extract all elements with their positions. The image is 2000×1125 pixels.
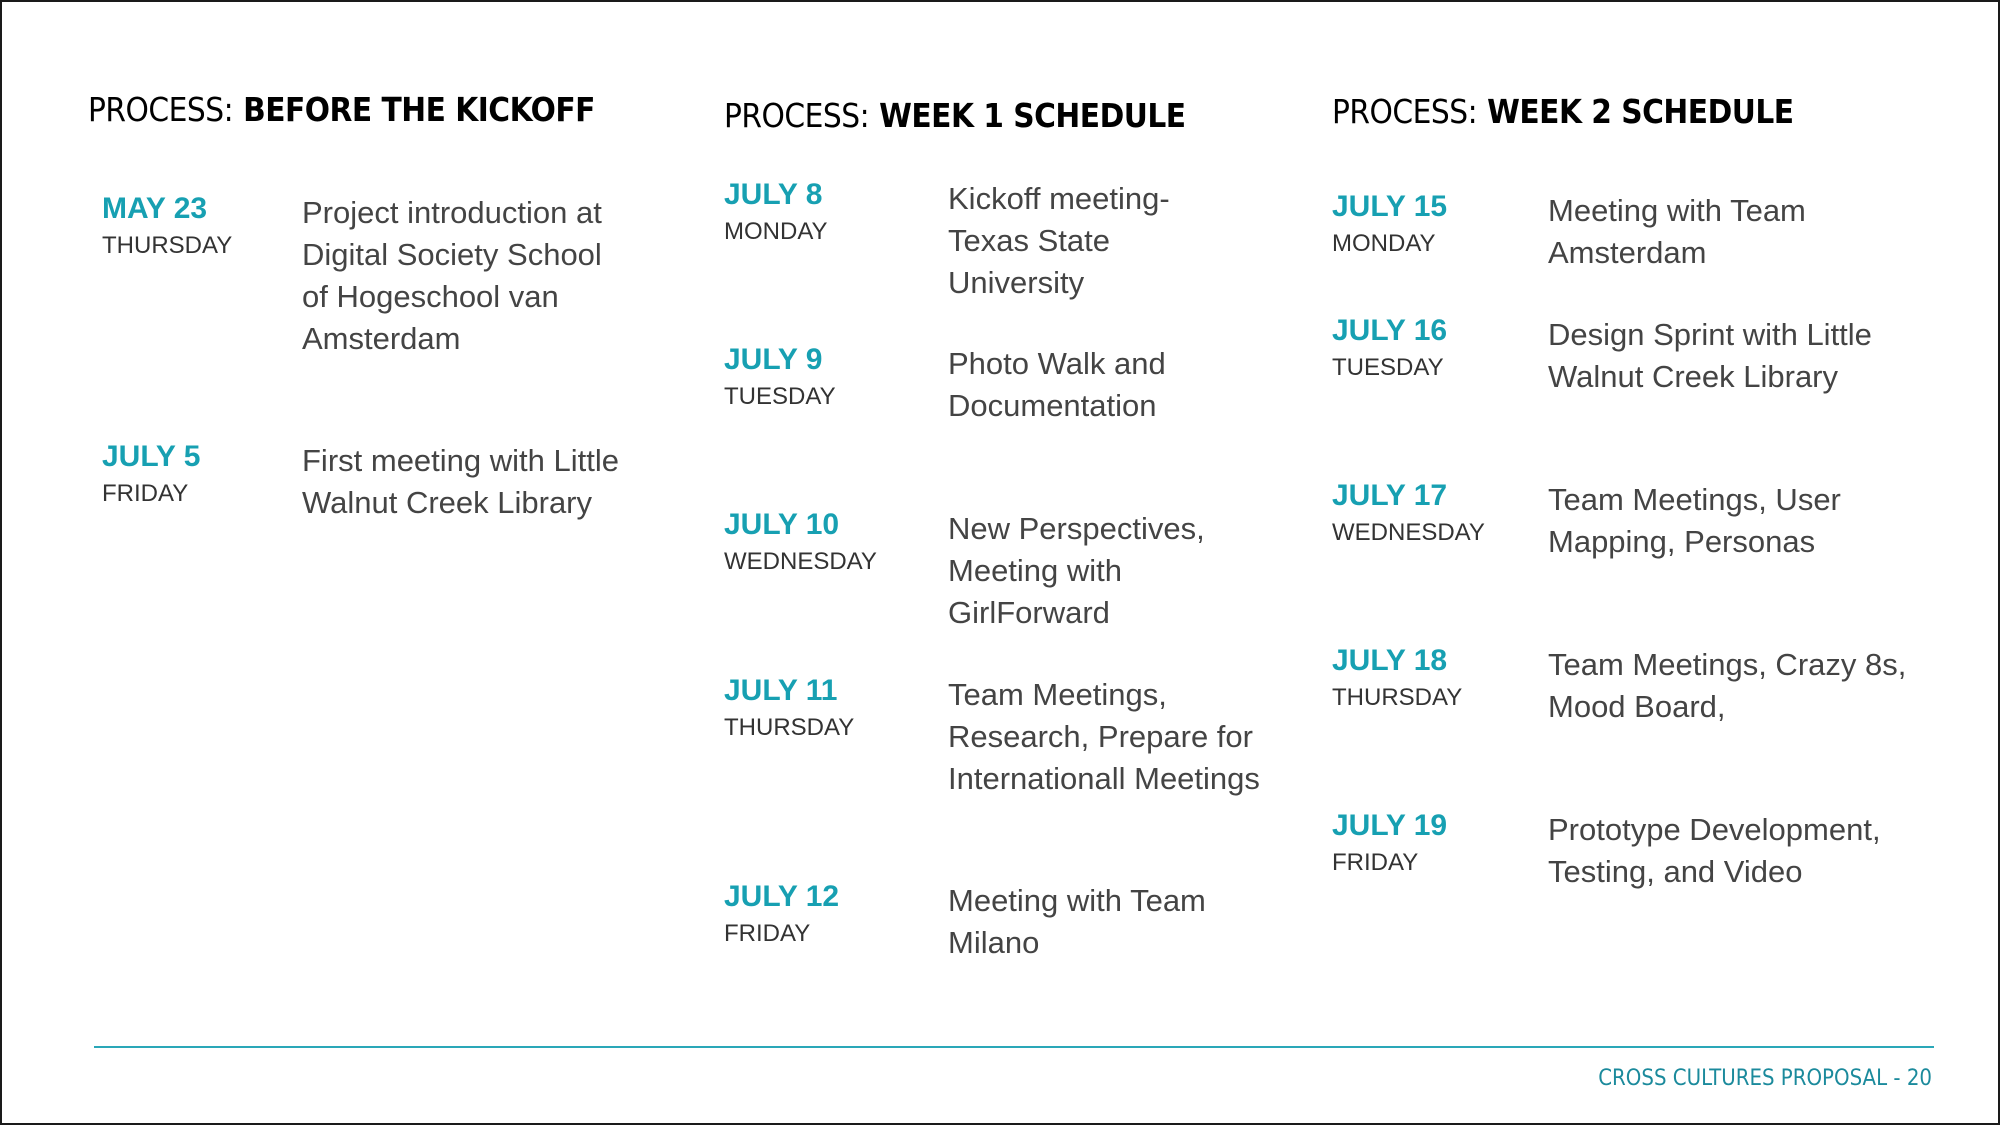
entry-weekday: THURSDAY [102, 232, 233, 259]
entry-weekday: TUESDAY [1332, 354, 1444, 381]
column-title-strong: WEEK 1 SCHEDULE [879, 96, 1186, 135]
entry-description: Meeting with Team Amsterdam [1548, 193, 1806, 270]
entry-date: JULY 15 [1332, 190, 1448, 223]
entry-description: Kickoff meeting- Texas State University [948, 181, 1170, 300]
entry-weekday: MONDAY [1332, 230, 1436, 257]
entry-weekday: FRIDAY [102, 480, 189, 507]
entry-description: Prototype Development, Testing, and Video [1548, 812, 1881, 889]
column-title [724, 96, 1186, 135]
entry-date: JULY 10 [724, 508, 840, 541]
entry-date: MAY 23 [102, 192, 208, 225]
entry-date: JULY 12 [724, 880, 840, 913]
column-title-prefix: PROCESS: [88, 90, 234, 129]
entry-date: JULY 18 [1332, 644, 1448, 677]
column-title-prefix: PROCESS: [1332, 92, 1478, 131]
entry-description: Team Meetings, Crazy 8s, Mood Board, [1548, 647, 1907, 724]
column-before-kickoff [88, 90, 648, 590]
entry-date: JULY 5 [102, 440, 201, 473]
entry-weekday: WEDNESDAY [1332, 519, 1485, 546]
entry-weekday: THURSDAY [724, 714, 855, 741]
entry-description: Team Meetings, Research, Prepare for Internationall Meetings [948, 677, 1260, 796]
column-title-strong: BEFORE THE KICKOFF [243, 90, 595, 129]
entry-date: JULY 16 [1332, 314, 1448, 347]
entry-weekday: WEDNESDAY [724, 548, 877, 575]
entry-weekday: TUESDAY [724, 383, 836, 410]
footer-label: CROSS CULTURES PROPOSAL - 20 [1598, 1066, 1932, 1091]
entry-description: First meeting with Little Walnut Creek Library [302, 443, 619, 520]
entry-date: JULY 19 [1332, 809, 1448, 842]
column-week-1 [724, 96, 1284, 966]
footer-divider [94, 1046, 1934, 1048]
column-title-strong: WEEK 2 SCHEDULE [1487, 92, 1794, 131]
entry-description: Project introduction at Digital Society School of Hogeschool van Amsterdam [302, 195, 602, 356]
entry-weekday: FRIDAY [724, 920, 811, 947]
entry-description: New Perspectives, Meeting with GirlForward [948, 511, 1205, 630]
entry-weekday: THURSDAY [1332, 684, 1463, 711]
column-week-2 [1332, 92, 1932, 892]
entry-date: JULY 9 [724, 343, 823, 376]
entry-date: JULY 8 [724, 178, 823, 211]
entry-description: Design Sprint with Little Walnut Creek Library [1548, 317, 1872, 394]
entry-weekday: FRIDAY [1332, 849, 1419, 876]
column-title-prefix: PROCESS: [724, 96, 870, 135]
entry-weekday: MONDAY [724, 218, 828, 245]
entry-description: Team Meetings, User Mapping, Personas [1548, 482, 1841, 559]
column-title [1332, 92, 1794, 131]
entry-description: Meeting with Team Milano [948, 883, 1206, 960]
column-title [88, 90, 595, 129]
entry-description: Photo Walk and Documentation [948, 346, 1166, 423]
entry-date: JULY 17 [1332, 479, 1448, 512]
entry-date: JULY 11 [724, 674, 838, 707]
